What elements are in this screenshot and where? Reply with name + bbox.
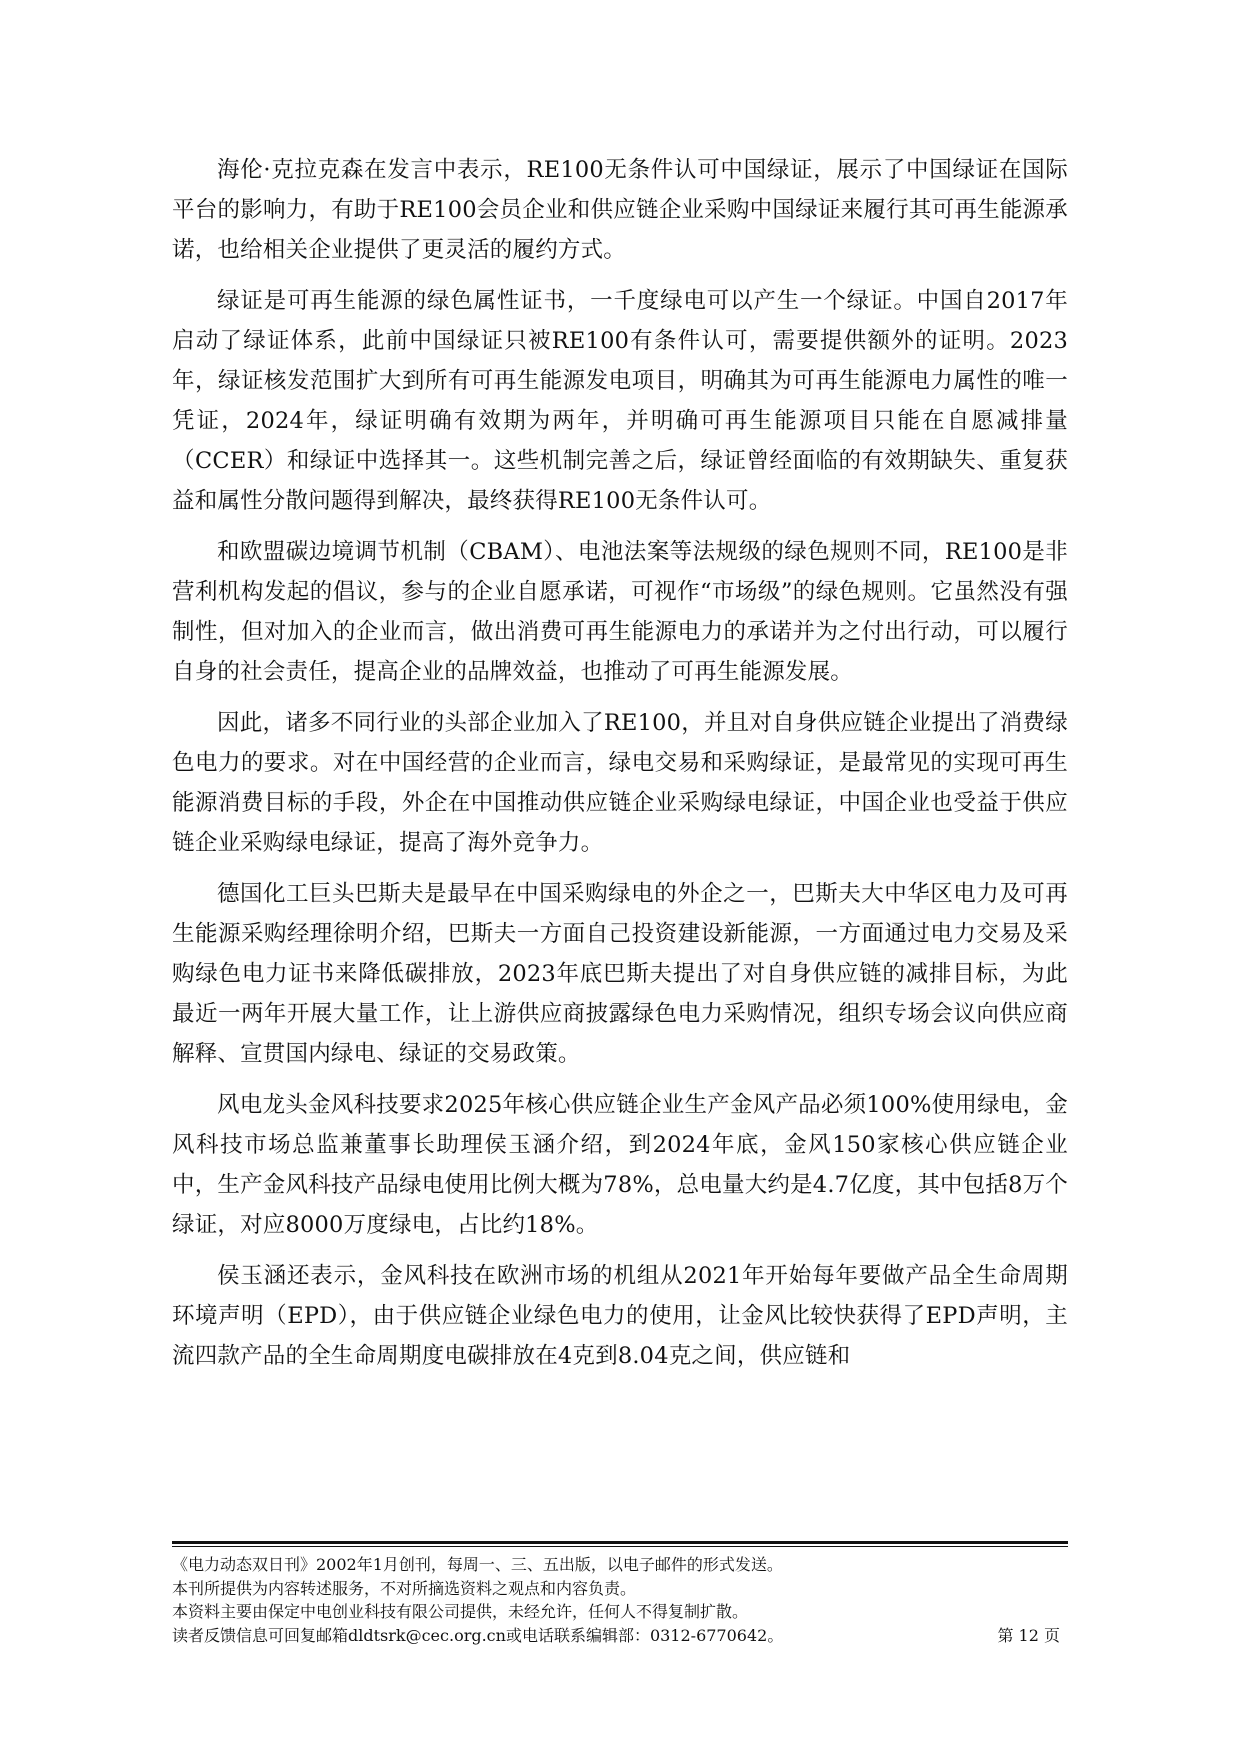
paragraph: 因此，诸多不同行业的头部企业加入了RE100，并且对自身供应链企业提出了消费绿色电力的要求。对在中国经营的企业而言，绿电交易和采购绿证，是最常见的实现可再生能源消费目标的手段，外企在中国推动供应链企业采购绿电绿证，中国企业也受益于供应链企业采购绿电绿证，提高了海外竞争力。: [172, 710, 1068, 856]
footer-copyright: 本资料主要由保定中电创业科技有限公司提供，未经允许，任何人不得复制扩散。: [172, 1602, 749, 1621]
paragraph: 德国化工巨头巴斯夫是最早在中国采购绿电的外企之一，巴斯夫大中华区电力及可再生能源采购经理徐明介绍，巴斯夫一方面自己投资建设新能源，一方面通过电力交易及采购绿色电力证书来降低碳排放，2023年底巴斯夫提出了对自身供应链的减排目标，为此最近一两年开展大量工作，让上游供应商披露绿色电力采购情况，组织专场会议向供应商解释、宣贯国内绿电、绿证的交易政策。: [172, 881, 1068, 1067]
footer-disclaimer: 本刊所提供为内容转述服务，不对所摘选资料之观点和内容负责。: [172, 1578, 637, 1598]
paragraph: 侯玉涵还表示，金风科技在欧洲市场的机组从2021年开始每年要做产品全生命周期环境声明（EPD），由于供应链企业绿色电力的使用，让金风比较快获得了EPD声明，主流四款产品的全生命周期度电碳排放在4克到8.04克之间，供应链和: [172, 1263, 1068, 1369]
paragraph: 风电龙头金风科技要求2025年核心供应链企业生产金风产品必须100%使用绿电，金风科技市场总监兼董事长助理侯玉涵介绍，到2024年底，金风150家核心供应链企业中，生产金风科技产品绿电使用比例大概为78%，总电量大约是4.7亿度，其中包括8万个绿证，对应8000万度绿电，占比约18%。: [172, 1092, 1069, 1238]
paragraph: 绿证是可再生能源的绿色属性证书，一千度绿电可以产生一个绿证。中国自2017年启动了绿证体系，此前中国绿证只被RE100有条件认可，需要提供额外的证明。2023年，绿证核发范围扩大到所有可再生能源发电项目，明确其为可再生能源电力属性的唯一凭证，2024年，绿证明确有效期为两年，并明确可再生能源项目只能在自愿减排量（CCER）和绿证中选择其一。这些机制完善之后，绿证曾经面临的有效期缺失、重复获益和属性分散问题得到解决，最终获得RE100无条件认可。: [172, 288, 1068, 514]
footer-contact: 读者反馈信息可回复邮箱dldtsrk@cec.org.cn或电话联系编辑部：0312-6770642。: [172, 1625, 784, 1645]
article-body: [172, 150, 1068, 1387]
paragraph: 和欧盟碳边境调节机制（CBAM）、电池法案等法规级的绿色规则不同，RE100是非营利机构发起的倡议，参与的企业自愿承诺，可视作“市场级”的绿色规则。它虽然没有强制性，但对加入的企业而言，做出消费可再生能源电力的承诺并为之付出行动，可以履行自身的社会责任，提高企业的品牌效益，也推动了可再生能源发展。: [172, 539, 1068, 685]
footer-publication-info: 《电力动态双日刊》2002年1月创刊，每周一、三、五出版，以电子邮件的形式发送。: [172, 1555, 783, 1574]
footer-divider-thin: [172, 1546, 1068, 1547]
paragraph: 海伦·克拉克森在发言中表示，RE100无条件认可中国绿证，展示了中国绿证在国际平台的影响力，有助于RE100会员企业和供应链企业采购中国绿证来履行其可再生能源承诺，也给相关企业提供了更灵活的履约方式。: [172, 157, 1068, 263]
page-number: 第 12 页: [997, 1625, 1060, 1645]
page-footer: [172, 1541, 1068, 1647]
